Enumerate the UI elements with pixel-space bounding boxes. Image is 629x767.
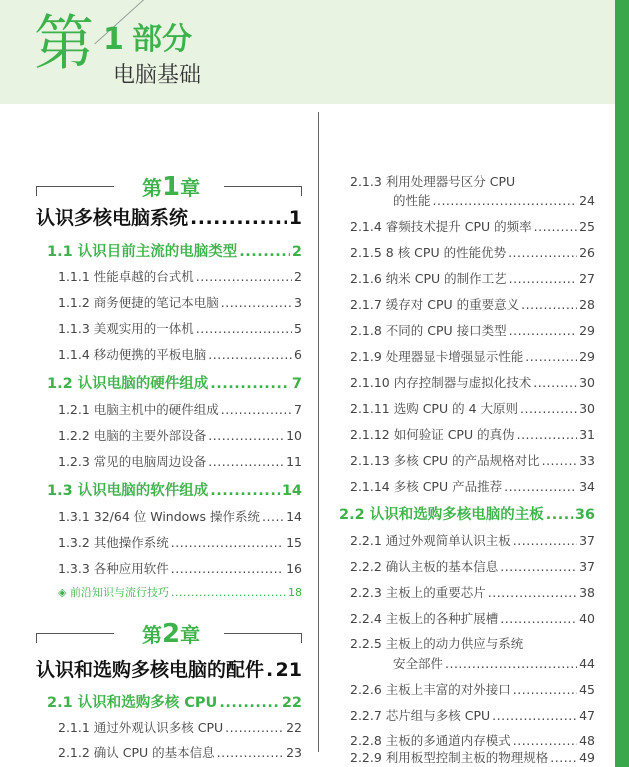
toc-subsection-entry[interactable]: 2.1.3 利用处理器号区分 CPU — [350, 174, 516, 189]
part-subtitle: 电脑基础 — [113, 63, 202, 88]
toc-subsection-entry[interactable]: 2.2.1 通过外观简单认识主板 ..... 37 — [350, 531, 595, 549]
toc-subsection-entry[interactable]: 2.2.3 主板上的重要芯片 ..... 38 — [350, 583, 595, 601]
toc-subsection-entry[interactable]: 1.1.4 移动便携的平板电脑 ..... 6 — [58, 345, 302, 363]
part-number: 1 — [103, 22, 124, 57]
toc-subsection-entry[interactable]: 2.1.10 内存控制器与虚拟化技术 ..... 30 — [350, 373, 595, 391]
chapter-suffix: 章 — [180, 176, 201, 200]
toc-subsection-entry[interactable]: 1.1.2 商务便捷的笔记本电脑 ..... 3 — [58, 293, 302, 311]
chapter-prefix: 第 — [142, 623, 162, 647]
toc-subsection-continuation[interactable]: 的性能 ..... 24 — [393, 191, 595, 209]
toc-subsection-continuation[interactable]: 安全部件 ..... 44 — [393, 654, 595, 672]
part-prefix: 第 — [34, 9, 94, 79]
toc-subsection-entry[interactable]: 2.1.13 多核 CPU 的产品规格对比 ..... 33 — [350, 451, 595, 469]
chapter-heading — [36, 621, 302, 647]
bracket-line — [224, 186, 302, 187]
chapter-number: 2 — [162, 619, 181, 649]
toc-subsection-entry[interactable]: 1.3.2 其他操作系统 ..... 15 — [58, 533, 302, 551]
toc-subsection-entry[interactable]: 1.2.3 常见的电脑周边设备 ..... 11 — [58, 452, 302, 470]
chapter-title — [142, 174, 200, 200]
chapter-heading — [36, 174, 302, 200]
toc-subsection-entry[interactable]: 1.3.1 32/64 位 Windows 操作系统 ..... 14 — [58, 507, 302, 525]
toc-subsection-entry[interactable]: 2.2.5 主板上的动力供应与系统 — [350, 636, 524, 651]
toc-subsection-entry[interactable]: 2.2.4 主板上的各种扩展槽 ..... 40 — [350, 609, 595, 627]
toc-section-entry[interactable]: 1.2 认识电脑的硬件组成 ..... 7 — [47, 372, 302, 393]
toc-section-entry[interactable]: 1.3 认识电脑的软件组成 ..... 14 — [47, 479, 302, 500]
toc-subsection-entry[interactable]: 2.1.5 8 核 CPU 的性能优势 ..... 26 — [350, 243, 595, 261]
toc-subsection-entry[interactable]: 2.1.8 不同的 CPU 接口类型 ..... 29 — [350, 321, 595, 339]
toc-subsection-entry[interactable]: 2.2.9 利用板型控制主板的物理规格 ..... 49 — [350, 748, 595, 766]
toc-subsection-entry[interactable]: 2.2.7 芯片组与多核 CPU ..... 47 — [350, 706, 595, 724]
toc-chapter-entry[interactable]: 认识多核电脑系统 ..... 1 — [36, 203, 302, 230]
chapter-title — [142, 621, 200, 647]
toc-subsection-entry[interactable]: 2.1.14 多核 CPU 产品推荐 ..... 34 — [350, 477, 595, 495]
toc-subsection-entry[interactable]: 2.1.9 处理器显卡增强显示性能 ..... 29 — [350, 347, 595, 365]
bracket-line — [36, 186, 114, 187]
toc-subsection-entry[interactable]: 2.1.6 纳米 CPU 的制作工艺 ..... 27 — [350, 269, 595, 287]
chapter-number: 1 — [162, 172, 181, 202]
toc-subsection-entry[interactable]: 2.2.8 主板的多通道内存模式 ..... 48 — [350, 731, 595, 749]
toc-subsection-entry[interactable]: 2.1.1 通过外观认识多核 CPU ..... 22 — [58, 718, 302, 736]
toc-subsection-entry[interactable]: 2.2.6 主板上丰富的对外接口 ..... 45 — [350, 680, 595, 698]
toc-subsection-entry[interactable]: 2.2.2 确认主板的基本信息 ..... 37 — [350, 557, 595, 575]
toc-subsection-entry[interactable]: 1.1.1 性能卓越的台式机 ..... 2 — [58, 267, 302, 285]
green-side-bar — [615, 0, 629, 767]
toc-chapter-entry[interactable]: 认识和选购多核电脑的配件 ..... 21 — [36, 655, 302, 682]
column-divider — [318, 112, 319, 752]
toc-subsection-entry[interactable]: 1.3.3 各种应用软件 ..... 16 — [58, 559, 302, 577]
chapter-prefix: 第 — [142, 176, 162, 200]
toc-section-entry[interactable]: 2.2 认识和选购多核电脑的主板 ..... 36 — [339, 503, 595, 524]
part-label: 部分 — [132, 22, 192, 57]
toc-section-entry[interactable]: 2.1 认识和选购多核 CPU ..... 22 — [47, 691, 302, 712]
toc-subsection-entry[interactable]: 2.1.2 确认 CPU 的基本信息 ..... 23 — [58, 743, 302, 761]
bracket-tick — [36, 186, 37, 196]
toc-tips-entry[interactable]: ◈ 前沿知识与流行技巧 ..... 18 — [58, 584, 302, 600]
toc-subsection-entry[interactable]: 1.2.2 电脑的主要外部设备 ..... 10 — [58, 426, 302, 444]
bracket-tick — [301, 633, 302, 643]
chapter-suffix: 章 — [180, 623, 201, 647]
toc-subsection-entry[interactable]: 1.2.1 电脑主机中的硬件组成 ..... 7 — [58, 400, 302, 418]
bracket-tick — [301, 186, 302, 196]
part-header — [0, 0, 615, 104]
bracket-tick — [36, 633, 37, 643]
bracket-line — [224, 633, 302, 634]
toc-subsection-entry[interactable]: 2.1.7 缓存对 CPU 的重要意义 ..... 28 — [350, 295, 595, 313]
toc-subsection-entry[interactable]: 2.1.4 睿频技术提升 CPU 的频率 ..... 25 — [350, 217, 595, 235]
toc-subsection-entry[interactable]: 2.1.12 如何验证 CPU 的真伪 ..... 31 — [350, 425, 595, 443]
toc-subsection-entry[interactable]: 2.1.11 选购 CPU 的 4 大原则 ..... 30 — [350, 399, 595, 417]
toc-subsection-entry[interactable]: 1.1.3 美观实用的一体机 ..... 5 — [58, 319, 302, 337]
bracket-line — [36, 633, 114, 634]
toc-section-entry[interactable]: 1.1 认识目前主流的电脑类型 ..... 2 — [47, 240, 302, 261]
